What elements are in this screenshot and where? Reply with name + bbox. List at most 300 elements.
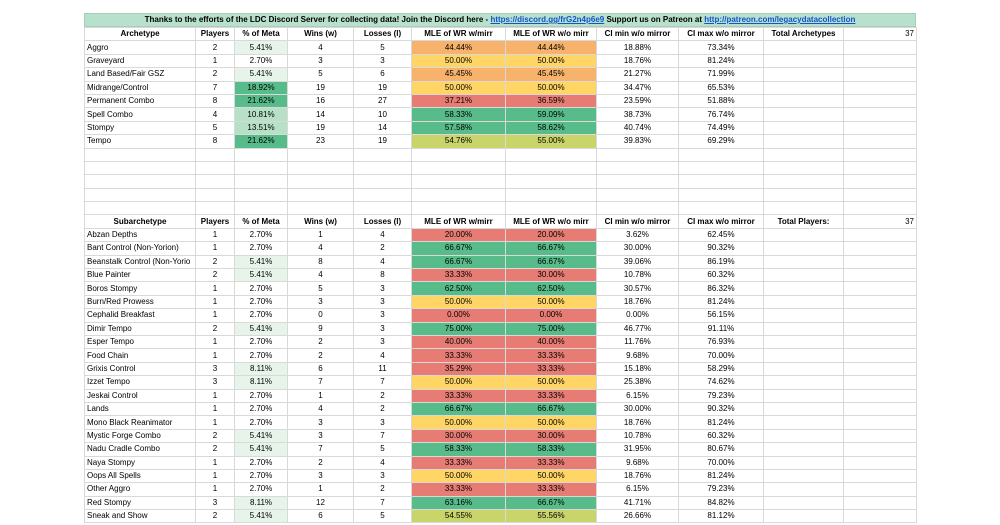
losses-cell[interactable]: 7 [354,496,412,509]
empty-cell[interactable] [764,188,844,201]
ci-max-cell[interactable]: 81.24% [679,416,764,429]
mle-cell[interactable]: 50.00% [412,54,506,67]
empty-cell[interactable] [288,188,354,201]
empty-cell[interactable] [844,295,917,308]
meta-cell[interactable]: 5.41% [235,68,288,81]
players-cell[interactable]: 1 [196,295,235,308]
empty-cell[interactable] [764,41,844,54]
mle-cell[interactable]: 63.16% [412,496,506,509]
losses-cell[interactable]: 27 [354,94,412,107]
empty-cell[interactable] [844,135,917,148]
meta-cell[interactable]: 5.41% [235,255,288,268]
ci-min-cell[interactable]: 6.15% [597,389,679,402]
ci-max-cell[interactable]: 60.32% [679,269,764,282]
ci-min-cell[interactable]: 18.76% [597,469,679,482]
ci-max-cell[interactable]: 62.45% [679,228,764,241]
mle-cell[interactable]: 66.67% [412,242,506,255]
players-cell[interactable]: 1 [196,309,235,322]
empty-cell[interactable] [764,483,844,496]
row-name[interactable]: Bant Control (Non-Yorion) [85,242,196,255]
empty-cell[interactable] [764,148,844,161]
mle-wo-cell[interactable]: 33.33% [506,483,597,496]
empty-cell[interactable] [764,255,844,268]
ci-max-cell[interactable]: 56.15% [679,309,764,322]
row-name[interactable]: Dimir Tempo [85,322,196,335]
losses-cell[interactable]: 2 [354,389,412,402]
meta-cell[interactable]: 2.70% [235,402,288,415]
empty-cell[interactable] [844,255,917,268]
wins-cell[interactable]: 6 [288,510,354,523]
empty-cell[interactable] [235,161,288,174]
empty-cell[interactable] [196,188,235,201]
row-name[interactable]: Stompy [85,121,196,134]
wins-cell[interactable]: 1 [288,389,354,402]
wins-cell[interactable]: 1 [288,228,354,241]
losses-cell[interactable]: 2 [354,483,412,496]
meta-cell[interactable]: 5.41% [235,429,288,442]
ci-min-cell[interactable]: 6.15% [597,483,679,496]
ci-min-cell[interactable]: 34.47% [597,81,679,94]
ci-min-cell[interactable]: 18.76% [597,416,679,429]
meta-cell[interactable]: 5.41% [235,443,288,456]
players-cell[interactable]: 3 [196,376,235,389]
empty-cell[interactable] [844,510,917,523]
empty-cell[interactable] [844,496,917,509]
empty-cell[interactable] [506,175,597,188]
players-cell[interactable]: 1 [196,54,235,67]
wins-cell[interactable]: 1 [288,483,354,496]
mle-wo-cell[interactable]: 40.00% [506,335,597,348]
row-name[interactable]: Mono Black Reanimator [85,416,196,429]
empty-cell[interactable] [844,335,917,348]
empty-cell[interactable] [844,188,917,201]
meta-cell[interactable]: 5.41% [235,322,288,335]
ci-min-cell[interactable]: 18.76% [597,54,679,67]
empty-cell[interactable] [844,148,917,161]
losses-cell[interactable]: 2 [354,402,412,415]
losses-cell[interactable]: 3 [354,309,412,322]
mle-wo-cell[interactable]: 0.00% [506,309,597,322]
mle-cell[interactable]: 44.44% [412,41,506,54]
row-name[interactable]: Boros Stompy [85,282,196,295]
players-cell[interactable]: 2 [196,429,235,442]
mle-cell[interactable]: 37.21% [412,94,506,107]
ci-min-cell[interactable]: 38.73% [597,108,679,121]
row-name[interactable]: Mystic Forge Combo [85,429,196,442]
mle-wo-cell[interactable]: 45.45% [506,68,597,81]
players-cell[interactable]: 2 [196,68,235,81]
empty-cell[interactable] [196,202,235,215]
wins-cell[interactable]: 0 [288,309,354,322]
mle-cell[interactable]: 0.00% [412,309,506,322]
row-name[interactable]: Graveyard [85,54,196,67]
meta-cell[interactable]: 18.92% [235,81,288,94]
losses-cell[interactable]: 3 [354,335,412,348]
ci-max-cell[interactable]: 70.00% [679,456,764,469]
ci-max-cell[interactable]: 51.88% [679,94,764,107]
empty-cell[interactable] [354,202,412,215]
mle-cell[interactable]: 33.33% [412,483,506,496]
meta-cell[interactable]: 5.41% [235,510,288,523]
players-cell[interactable]: 8 [196,135,235,148]
empty-cell[interactable] [196,148,235,161]
ci-min-cell[interactable]: 9.68% [597,349,679,362]
empty-cell[interactable] [764,389,844,402]
empty-cell[interactable] [597,202,679,215]
meta-cell[interactable]: 2.70% [235,416,288,429]
empty-cell[interactable] [764,269,844,282]
losses-cell[interactable]: 14 [354,121,412,134]
players-cell[interactable]: 2 [196,255,235,268]
row-name[interactable]: Beanstalk Control (Non-Yorio [85,255,196,268]
losses-cell[interactable]: 3 [354,469,412,482]
wins-cell[interactable]: 7 [288,376,354,389]
empty-cell[interactable] [764,376,844,389]
empty-cell[interactable] [844,81,917,94]
row-name[interactable]: Aggro [85,41,196,54]
mle-wo-cell[interactable]: 33.33% [506,349,597,362]
ci-max-cell[interactable]: 74.62% [679,376,764,389]
mle-wo-cell[interactable]: 20.00% [506,228,597,241]
losses-cell[interactable]: 5 [354,41,412,54]
row-name[interactable]: Spell Combo [85,108,196,121]
players-cell[interactable]: 1 [196,389,235,402]
players-cell[interactable]: 2 [196,41,235,54]
players-cell[interactable]: 1 [196,335,235,348]
empty-cell[interactable] [764,81,844,94]
losses-cell[interactable]: 11 [354,362,412,375]
ci-min-cell[interactable]: 9.68% [597,456,679,469]
wins-cell[interactable]: 2 [288,349,354,362]
mle-wo-cell[interactable]: 50.00% [506,376,597,389]
losses-cell[interactable]: 3 [354,295,412,308]
losses-cell[interactable]: 7 [354,429,412,442]
players-cell[interactable]: 1 [196,402,235,415]
mle-wo-cell[interactable]: 44.44% [506,41,597,54]
mle-cell[interactable]: 35.29% [412,362,506,375]
empty-cell[interactable] [764,68,844,81]
ci-max-cell[interactable]: 79.23% [679,389,764,402]
mle-wo-cell[interactable]: 55.56% [506,510,597,523]
wins-cell[interactable]: 3 [288,54,354,67]
players-cell[interactable]: 1 [196,469,235,482]
ci-max-cell[interactable]: 86.19% [679,255,764,268]
meta-cell[interactable]: 8.11% [235,496,288,509]
empty-cell[interactable] [764,443,844,456]
mle-cell[interactable]: 62.50% [412,282,506,295]
ci-min-cell[interactable]: 30.00% [597,402,679,415]
players-cell[interactable]: 3 [196,496,235,509]
ci-min-cell[interactable]: 26.66% [597,510,679,523]
empty-cell[interactable] [85,175,196,188]
mle-cell[interactable]: 33.33% [412,456,506,469]
mle-cell[interactable]: 45.45% [412,68,506,81]
mle-wo-cell[interactable]: 66.67% [506,402,597,415]
empty-cell[interactable] [764,416,844,429]
players-cell[interactable]: 1 [196,483,235,496]
mle-cell[interactable]: 57.58% [412,121,506,134]
mle-cell[interactable]: 54.76% [412,135,506,148]
mle-cell[interactable]: 33.33% [412,349,506,362]
mle-cell[interactable]: 58.33% [412,443,506,456]
ci-max-cell[interactable]: 84.82% [679,496,764,509]
meta-cell[interactable]: 2.70% [235,228,288,241]
ci-min-cell[interactable]: 40.74% [597,121,679,134]
mle-cell[interactable]: 54.55% [412,510,506,523]
meta-cell[interactable]: 10.81% [235,108,288,121]
mle-wo-cell[interactable]: 66.67% [506,242,597,255]
empty-cell[interactable] [764,121,844,134]
empty-cell[interactable] [844,309,917,322]
empty-cell[interactable] [679,202,764,215]
meta-cell[interactable]: 2.70% [235,242,288,255]
ci-min-cell[interactable]: 3.62% [597,228,679,241]
empty-cell[interactable] [354,161,412,174]
empty-cell[interactable] [597,188,679,201]
losses-cell[interactable]: 4 [354,349,412,362]
players-cell[interactable]: 1 [196,456,235,469]
ci-min-cell[interactable]: 21.27% [597,68,679,81]
ci-max-cell[interactable]: 79.23% [679,483,764,496]
empty-cell[interactable] [844,402,917,415]
mle-wo-cell[interactable]: 30.00% [506,429,597,442]
meta-cell[interactable]: 2.70% [235,456,288,469]
players-cell[interactable]: 7 [196,81,235,94]
losses-cell[interactable]: 10 [354,108,412,121]
empty-cell[interactable] [354,175,412,188]
empty-cell[interactable] [844,362,917,375]
mle-cell[interactable]: 50.00% [412,376,506,389]
empty-cell[interactable] [764,282,844,295]
empty-cell[interactable] [506,202,597,215]
wins-cell[interactable]: 23 [288,135,354,148]
meta-cell[interactable]: 2.70% [235,335,288,348]
ci-max-cell[interactable]: 91.11% [679,322,764,335]
losses-cell[interactable]: 19 [354,135,412,148]
ci-min-cell[interactable]: 15.18% [597,362,679,375]
empty-cell[interactable] [844,175,917,188]
empty-cell[interactable] [844,121,917,134]
wins-cell[interactable]: 19 [288,121,354,134]
players-cell[interactable]: 2 [196,269,235,282]
mle-cell[interactable]: 40.00% [412,335,506,348]
ci-max-cell[interactable]: 65.53% [679,81,764,94]
players-cell[interactable]: 2 [196,322,235,335]
empty-cell[interactable] [844,376,917,389]
losses-cell[interactable]: 5 [354,510,412,523]
ci-min-cell[interactable]: 0.00% [597,309,679,322]
empty-cell[interactable] [844,202,917,215]
mle-cell[interactable]: 30.00% [412,429,506,442]
mle-cell[interactable]: 33.33% [412,389,506,402]
meta-cell[interactable]: 2.70% [235,309,288,322]
empty-cell[interactable] [597,175,679,188]
row-name[interactable]: Burn/Red Prowess [85,295,196,308]
empty-cell[interactable] [412,202,506,215]
empty-cell[interactable] [597,161,679,174]
empty-cell[interactable] [679,175,764,188]
ci-min-cell[interactable]: 10.78% [597,429,679,442]
row-name[interactable]: Tempo [85,135,196,148]
ci-min-cell[interactable]: 39.83% [597,135,679,148]
meta-cell[interactable]: 2.70% [235,54,288,67]
empty-cell[interactable] [764,295,844,308]
players-cell[interactable]: 1 [196,242,235,255]
empty-cell[interactable] [844,349,917,362]
empty-cell[interactable] [412,175,506,188]
empty-cell[interactable] [844,228,917,241]
ci-max-cell[interactable]: 81.12% [679,510,764,523]
empty-cell[interactable] [764,510,844,523]
empty-cell[interactable] [844,469,917,482]
empty-cell[interactable] [196,161,235,174]
mle-cell[interactable]: 50.00% [412,469,506,482]
mle-cell[interactable]: 66.67% [412,402,506,415]
empty-cell[interactable] [844,416,917,429]
mle-cell[interactable]: 50.00% [412,81,506,94]
row-name[interactable]: Lands [85,402,196,415]
mle-cell[interactable]: 33.33% [412,269,506,282]
empty-cell[interactable] [412,161,506,174]
empty-cell[interactable] [354,148,412,161]
losses-cell[interactable]: 4 [354,456,412,469]
ci-max-cell[interactable]: 74.49% [679,121,764,134]
wins-cell[interactable]: 2 [288,456,354,469]
ci-min-cell[interactable]: 23.59% [597,94,679,107]
players-cell[interactable]: 2 [196,443,235,456]
empty-cell[interactable] [764,161,844,174]
ci-min-cell[interactable]: 31.95% [597,443,679,456]
empty-cell[interactable] [354,188,412,201]
patreon-link[interactable]: http://patreon.com/legacydatacollection [704,15,856,24]
empty-cell[interactable] [844,161,917,174]
row-name[interactable]: Esper Tempo [85,335,196,348]
empty-cell[interactable] [844,456,917,469]
wins-cell[interactable]: 3 [288,429,354,442]
empty-cell[interactable] [844,282,917,295]
meta-cell[interactable]: 2.70% [235,349,288,362]
empty-cell[interactable] [679,148,764,161]
empty-cell[interactable] [412,148,506,161]
empty-cell[interactable] [506,148,597,161]
losses-cell[interactable]: 2 [354,242,412,255]
losses-cell[interactable]: 19 [354,81,412,94]
wins-cell[interactable]: 3 [288,295,354,308]
empty-cell[interactable] [844,443,917,456]
mle-wo-cell[interactable]: 50.00% [506,416,597,429]
players-cell[interactable]: 4 [196,108,235,121]
players-cell[interactable]: 2 [196,510,235,523]
empty-cell[interactable] [85,188,196,201]
mle-cell[interactable]: 20.00% [412,228,506,241]
players-cell[interactable]: 8 [196,94,235,107]
empty-cell[interactable] [844,483,917,496]
ci-max-cell[interactable]: 90.32% [679,242,764,255]
ci-min-cell[interactable]: 39.06% [597,255,679,268]
wins-cell[interactable]: 7 [288,443,354,456]
empty-cell[interactable] [235,175,288,188]
empty-cell[interactable] [844,389,917,402]
losses-cell[interactable]: 3 [354,54,412,67]
mle-wo-cell[interactable]: 62.50% [506,282,597,295]
empty-cell[interactable] [85,161,196,174]
empty-cell[interactable] [844,269,917,282]
empty-cell[interactable] [844,54,917,67]
mle-wo-cell[interactable]: 66.67% [506,496,597,509]
ci-max-cell[interactable]: 90.32% [679,402,764,415]
meta-cell[interactable]: 2.70% [235,389,288,402]
empty-cell[interactable] [764,335,844,348]
mle-cell[interactable]: 50.00% [412,295,506,308]
empty-cell[interactable] [764,456,844,469]
row-name[interactable]: Food Chain [85,349,196,362]
empty-cell[interactable] [844,429,917,442]
ci-max-cell[interactable]: 58.29% [679,362,764,375]
empty-cell[interactable] [196,175,235,188]
wins-cell[interactable]: 5 [288,68,354,81]
empty-cell[interactable] [844,68,917,81]
empty-cell[interactable] [844,322,917,335]
empty-cell[interactable] [764,54,844,67]
mle-wo-cell[interactable]: 58.33% [506,443,597,456]
ci-max-cell[interactable]: 80.67% [679,443,764,456]
losses-cell[interactable]: 8 [354,269,412,282]
empty-cell[interactable] [764,429,844,442]
wins-cell[interactable]: 8 [288,255,354,268]
empty-cell[interactable] [764,108,844,121]
mle-cell[interactable]: 66.67% [412,255,506,268]
empty-cell[interactable] [506,161,597,174]
empty-cell[interactable] [844,108,917,121]
row-name[interactable]: Permanent Combo [85,94,196,107]
row-name[interactable]: Naya Stompy [85,456,196,469]
meta-cell[interactable]: 5.41% [235,41,288,54]
empty-cell[interactable] [764,228,844,241]
ci-min-cell[interactable]: 41.71% [597,496,679,509]
empty-cell[interactable] [844,242,917,255]
ci-min-cell[interactable]: 30.57% [597,282,679,295]
empty-cell[interactable] [235,188,288,201]
mle-wo-cell[interactable]: 50.00% [506,469,597,482]
losses-cell[interactable]: 4 [354,228,412,241]
empty-cell[interactable] [764,175,844,188]
meta-cell[interactable]: 2.70% [235,295,288,308]
players-cell[interactable]: 1 [196,416,235,429]
mle-wo-cell[interactable]: 59.09% [506,108,597,121]
empty-cell[interactable] [235,202,288,215]
meta-cell[interactable]: 21.62% [235,135,288,148]
players-cell[interactable]: 1 [196,228,235,241]
row-name[interactable]: Grixis Control [85,362,196,375]
empty-cell[interactable] [235,148,288,161]
ci-max-cell[interactable]: 76.93% [679,335,764,348]
players-cell[interactable]: 3 [196,362,235,375]
mle-wo-cell[interactable]: 36.59% [506,94,597,107]
row-name[interactable]: Nadu Cradle Combo [85,443,196,456]
mle-wo-cell[interactable]: 66.67% [506,255,597,268]
losses-cell[interactable]: 7 [354,376,412,389]
wins-cell[interactable]: 4 [288,41,354,54]
empty-cell[interactable] [764,349,844,362]
ci-min-cell[interactable]: 46.77% [597,322,679,335]
ci-max-cell[interactable]: 81.24% [679,295,764,308]
wins-cell[interactable]: 19 [288,81,354,94]
mle-wo-cell[interactable]: 58.62% [506,121,597,134]
empty-cell[interactable] [764,202,844,215]
empty-cell[interactable] [85,202,196,215]
losses-cell[interactable]: 3 [354,282,412,295]
mle-wo-cell[interactable]: 50.00% [506,81,597,94]
